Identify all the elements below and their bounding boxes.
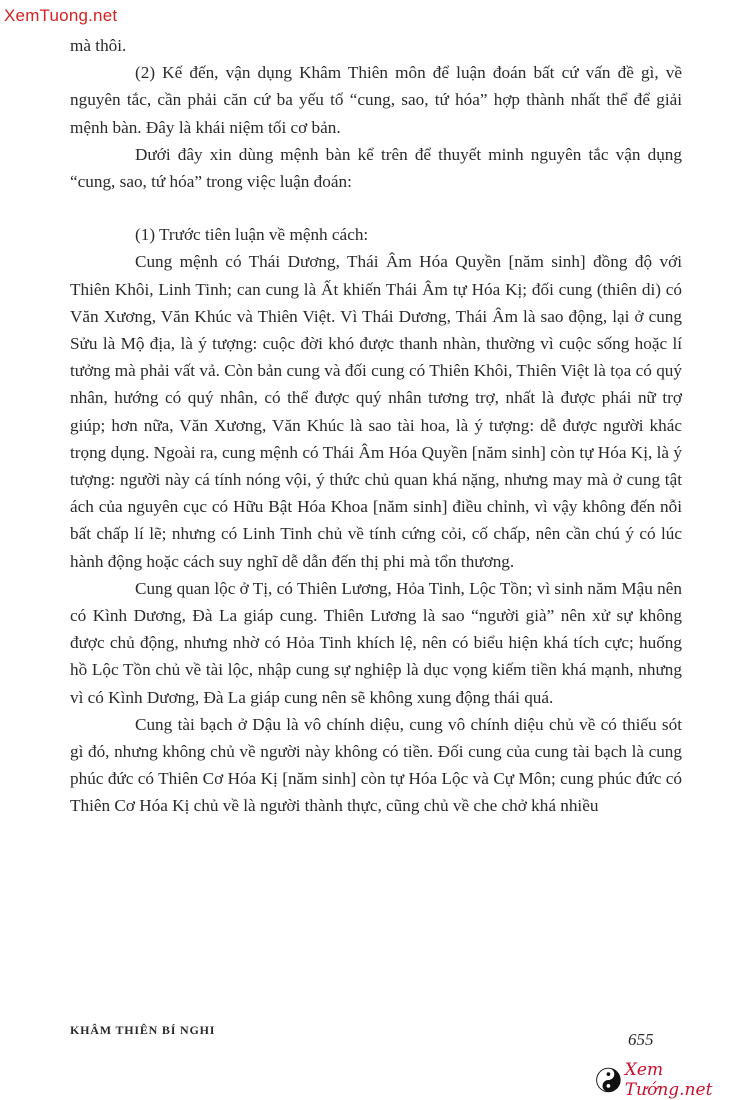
paragraph-2: (2) Kế đến, vận dụng Khâm Thiên môn để luận đoán bất cứ vấn đề gì, về nguyên tắc, cần phải căn cứ ba yếu tố “cung, sao, tứ hóa” hợp thành nhất thể để giải mệnh bàn. Đây là khái niệm tối cơ bản.: [70, 63, 682, 137]
book-title-footer: KHÂM THIÊN BÍ NGHI: [70, 1023, 216, 1037]
paragraph-3: Dưới đây xin dùng mệnh bàn kể trên để thuyết minh nguyên tắc vận dụng “cung, sao, tứ hóa” trong việc luận đoán:: [70, 144, 682, 192]
paragraph-6: Cung quan lộc ở Tị, có Thiên Lương, Hỏa Tinh, Lộc Tồn; vì sinh năm Mậu nên có Kình Dương, Đà La giáp cung. Thiên Lương là sao “người già” nên xử sự không được chủ động, nhưng nhờ có Hỏa Tinh khích lệ, nên có biểu hiện khá tích cực; huống hồ Lộc Tồn chủ về tài lộc, nhập cung sự nghiệp là dục vọng kiếm tiền khá mạnh, nhưng vì có Kình Dương, Đà La giáp cung nên sẽ không xung động thái quá.: [70, 578, 682, 707]
page-body: [70, 32, 682, 820]
logo-text: Xem Tướng.net: [624, 1060, 713, 1100]
watermark-logo: [596, 1060, 750, 1100]
paragraph-1: mà thôi.: [70, 36, 127, 55]
page-number: 655: [628, 1030, 654, 1049]
yin-yang-icon: [596, 1067, 621, 1093]
paragraph-4: (1) Trước tiên luận về mệnh cách:: [135, 225, 369, 245]
paragraph-5: Cung mệnh có Thái Dương, Thái Âm Hóa Quyền [năm sinh] đồng độ với Thiên Khôi, Linh Tinh; can cung là Ất khiến Thái Âm tự Hóa Kị; đối cung (thiên di) có Văn Xương, Văn Khúc và Thiên Việt. Vì Thái Dương, Thái Âm là sao động, lại ở cung Sửu là Mộ địa, là ý tượng: cuộc đời khó được thanh nhàn, thường vì cuộc sống hoặc lí tưởng mà phải vất vả. Còn bản cung và đối cung có Thiên Khôi, Thiên Việt là tọa có quý nhân, hướng có quý nhân, có thể được quý nhân tương trợ, nhất là được phái nữ trợ giúp; hơn nữa, Văn Xương, Văn Khúc là sao tài hoa, là ý tượng: dễ được người khác trọng dụng. Ngoài ra, cung mệnh có Thái Âm Hóa Quyền [năm sinh] còn tự Hóa Kị, là ý tượng: người này cá tính nóng vội, ý thức chủ quan khá nặng, nhưng may mà ở cung tật ách của nguyên cục có Hữu Bật Hóa Khoa [năm sinh] điều chỉnh, vì vậy không đến nỗi bất chấp lí lẽ; nhưng có Linh Tinh chủ về tính cứng cỏi, cố chấp, nên cần chú ý có lúc hành động hoặc cách suy nghĩ dễ dẫn đến thị phi mà tổn thương.: [70, 252, 682, 571]
paragraph-7: Cung tài bạch ở Dậu là vô chính diệu, cung vô chính diệu chủ về có thiếu sót gì đó, nhưng không chủ về người này không có tiền. Đối cung của cung tài bạch là cung phúc đức có Thiên Cơ Hóa Kị [năm sinh] còn tự Hóa Lộc và Cự Môn; cung phúc đức có Thiên Cơ Hóa Kị chủ về là người thành thực, cũng chủ về che chở khá nhiều: [70, 714, 682, 816]
watermark-top: XemTuong.net: [4, 6, 118, 25]
